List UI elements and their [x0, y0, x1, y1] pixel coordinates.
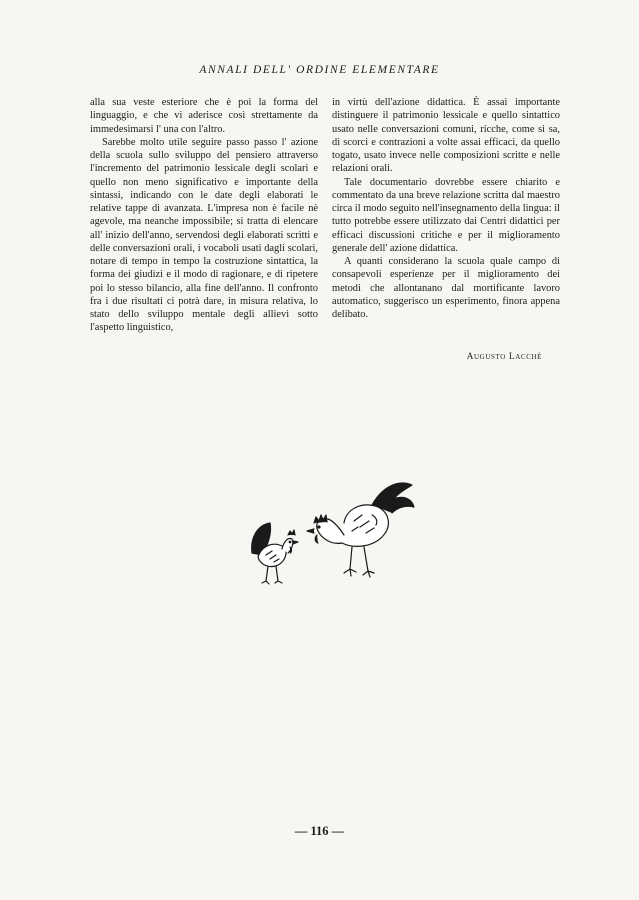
- right-column: [332, 96, 560, 321]
- page-number: — 116 —: [294, 824, 345, 838]
- running-title: ANNALI DELL' ORDINE ELEMENTARE: [199, 64, 440, 76]
- large-rooster-icon: [307, 483, 414, 577]
- roosters-icon: [222, 465, 422, 595]
- paragraph: Sarebbe molto utile seguire passo passo l' azione della scuola sullo sviluppo del pensiero attraverso l'incremento del patrimonio lessicale degli scolari e quello non meno significativo e importante della sintassi, indicando con le date degli elaborati le relative tappe di avanzata. L'impresa non è facile nè agevole, ma neanche impossibile; si tratta di elencare all' inizio dell'anno, servendosi degli elaborati scritti e delle conversazioni orali, i vocaboli usati dagli scolari, notare di tempo in tempo la costruzione sintattica, la forma dei giudizi e il modo di ragionare, e di ripetere poi lo stesso bilancio, alla fine dell'anno. Il confronto fra i due risultati ci potrà dare, in misura relativa, lo stato dello sviluppo mentale degli allievi sotto l'aspetto linguistico,: [90, 136, 318, 334]
- small-rooster-icon: [252, 523, 298, 584]
- paragraph: alla sua veste esteriore che è poi la forma del linguaggio, e che vi aderisce così strettamente da immedesimarsi l' una con l'altro.: [90, 97, 318, 135]
- paragraph: A quanti considerano la scuola quale campo di consapevoli esperienze per il miglioramento dei metodi che allontanano dal mortificante lavoro automatico, suggerisco un esperimento, finora appena delibato.: [332, 256, 560, 320]
- paragraph: in virtù dell'azione didattica. È assai importante distinguere il patrimonio lessicale e quello sintattico usato nelle conversazioni comuni, ricche, come si sa, di scorci e contrazioni a volte assai efficaci, da quello togato, usato invece nelle composizioni scritte e nelle relazioni orali.: [332, 97, 560, 175]
- left-column: [90, 96, 318, 335]
- paragraph: Tale documentario dovrebbe essere chiarito e commentato da una breve relazione scritta dal maestro circa il modo seguito nell'insegnamento della lingua: il tutto potrebbe essere utilizzato dai Centri didattici per efficaci discussioni critiche e per il miglioramento generale dell' azione didattica.: [332, 176, 560, 254]
- author-signature: Augusto Lacchè: [466, 352, 542, 362]
